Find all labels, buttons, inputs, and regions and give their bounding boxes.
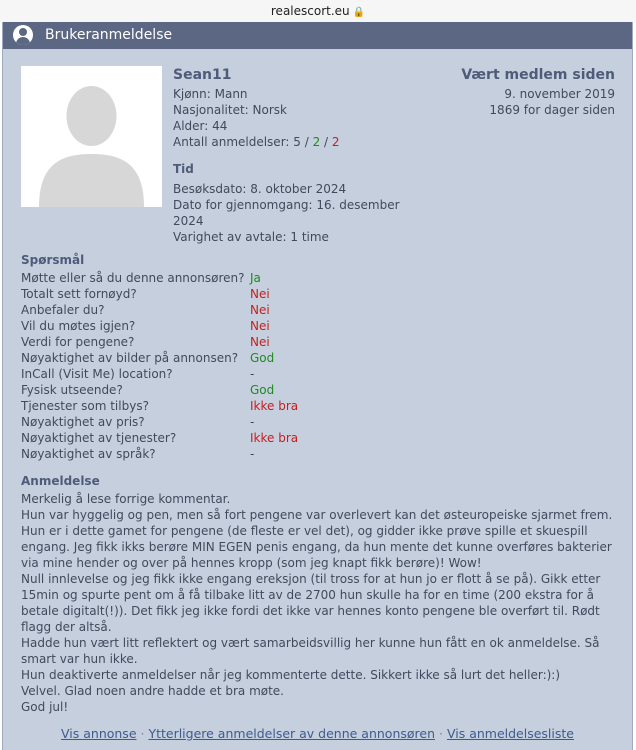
- question-row: [21, 334, 441, 350]
- questions-section: [21, 252, 441, 462]
- footer-separator: ·: [435, 726, 447, 741]
- question-row: [21, 430, 441, 446]
- question-row: [21, 270, 441, 286]
- question-label: Fysisk utseende?: [21, 383, 123, 397]
- question-row: [21, 366, 441, 382]
- panel-title: Brukeranmeldelse: [45, 27, 173, 43]
- review-list-link[interactable]: Vis anmeldelsesliste: [446, 726, 574, 741]
- question-label: Totalt sett fornøyd?: [21, 287, 137, 301]
- question-label: Verdi for pengene?: [21, 335, 135, 349]
- question-label: Nøyaktighet av tjenester?: [21, 431, 177, 445]
- question-answer: Ja: [250, 271, 261, 285]
- review-paragraph: Hun deaktiverte anmeldelser når jeg kommenterte dette. Sikkert ikke så lurt det heller:):): [21, 668, 561, 682]
- review-title: Anmeldelse: [21, 474, 100, 488]
- member-since-days: 1869 for dager siden: [489, 103, 615, 117]
- question-row: [21, 398, 441, 414]
- question-row: [21, 286, 441, 302]
- profile-info: [173, 67, 340, 150]
- visit-date: Besøksdato: 8. oktober 2024: [173, 182, 347, 196]
- question-answer: God: [250, 383, 275, 397]
- url-text: realescort.eu: [270, 4, 350, 18]
- question-row: [21, 318, 441, 334]
- avatar: [21, 66, 162, 207]
- nationality: Nasjonalitet: Norsk: [173, 103, 287, 117]
- question-label: Nøyaktighet av språk?: [21, 447, 156, 461]
- question-answer: Nei: [250, 335, 270, 349]
- more-reviews-link[interactable]: Ytterligere anmeldelser av denne annonsøren: [148, 726, 436, 741]
- review-count: [173, 134, 340, 150]
- view-ad-link[interactable]: Vis annonse: [61, 726, 137, 741]
- gender: Kjønn: Mann: [173, 87, 248, 101]
- question-answer: God: [250, 351, 275, 365]
- footer-links: [3, 726, 632, 742]
- question-answer: Ikke bra: [250, 431, 299, 445]
- username: Sean11: [173, 67, 232, 83]
- review-count-negative: 2: [331, 135, 340, 149]
- question-row: [21, 414, 441, 430]
- footer-separator: ·: [136, 726, 149, 741]
- question-row: [21, 350, 441, 366]
- visit-time: [173, 161, 403, 245]
- visit-section-title: Tid: [173, 162, 194, 176]
- appointment-duration: Varighet av avtale: 1 time: [173, 230, 329, 244]
- member-since: [461, 67, 615, 118]
- question-label: Møtte eller så du denne annonsøren?: [21, 271, 245, 285]
- browser-url-bar[interactable]: [0, 0, 636, 22]
- questions-list: [21, 270, 441, 462]
- review-paragraph: God jul!: [21, 700, 69, 714]
- question-answer: Nei: [250, 287, 270, 301]
- panel-header: [3, 22, 632, 49]
- review-count-sep: /: [320, 135, 332, 149]
- question-answer: Nei: [250, 303, 270, 317]
- age: Alder: 44: [173, 119, 228, 133]
- question-answer: -: [250, 447, 255, 461]
- member-since-title: Vært medlem siden: [461, 67, 615, 83]
- review-paragraph: Null innlevelse og jeg fikk ikke engang ereksjon (til tross for at hun jo er flott å se på). Gikk etter 15min og spurte pent om å få tilbake litt av de 2700 hun skulle ha for en time (200 ekstra for å betale digitalt(!)). Det fikk jeg ikke fordi det ikke var hennes konto pengene ble overført til. Rødt flagg der altså.: [21, 572, 601, 634]
- review-paragraph: Hun var hyggelig og pen, men så fort pengene var overlevert kan det østeuropeiske sjarmet frem. Hun er i dette gamet for pengene (de fleste er vel det), og gidder ikke prøve spille et skuespill engang. Jeg fikk ikks berøre MIN EGEN penis engang, da hun mente det kunne overføres bakterier via mine hender og over på hennes kropp (som jeg knapt fikk berøre)! Wow!: [21, 508, 613, 570]
- review-date: Dato for gjennomgang: 16. desember 2024: [173, 198, 400, 228]
- avatar-placeholder-icon: [21, 66, 162, 207]
- member-since-date: 9. november 2019: [504, 87, 615, 101]
- question-label: InCall (Visit Me) location?: [21, 367, 173, 381]
- lock-icon: 🔒: [352, 7, 366, 18]
- user-icon: [13, 25, 33, 45]
- question-row: [21, 302, 441, 318]
- review-paragraph: Hadde hun vært litt reflektert og vært samarbeidsvillig her kunne hun fått en ok anmeldelse. Så smart var hun ikke.: [21, 636, 600, 666]
- question-answer: Nei: [250, 319, 270, 333]
- review-count-positive: 2: [312, 135, 321, 149]
- questions-title: Spørsmål: [21, 253, 85, 267]
- question-label: Anbefaler du?: [21, 303, 105, 317]
- question-answer: -: [250, 367, 255, 381]
- question-label: Nøyaktighet av pris?: [21, 415, 145, 429]
- question-label: Tjenester som tilbys?: [21, 399, 149, 413]
- question-answer: Ikke bra: [250, 399, 299, 413]
- question-row: [21, 446, 441, 462]
- review-panel: [2, 22, 633, 750]
- review-section: [21, 473, 619, 715]
- question-row: [21, 382, 441, 398]
- question-label: Nøyaktighet av bilder på annonsen?: [21, 351, 239, 365]
- review-count-label: Antall anmeldelser: 5 /: [173, 135, 313, 149]
- question-answer: -: [250, 415, 255, 429]
- question-label: Vil du møtes igjen?: [21, 319, 136, 333]
- review-paragraph: Velvel. Glad noen andre hadde et bra møte.: [21, 684, 284, 698]
- review-paragraph: Merkelig å lese forrige kommentar.: [21, 492, 231, 506]
